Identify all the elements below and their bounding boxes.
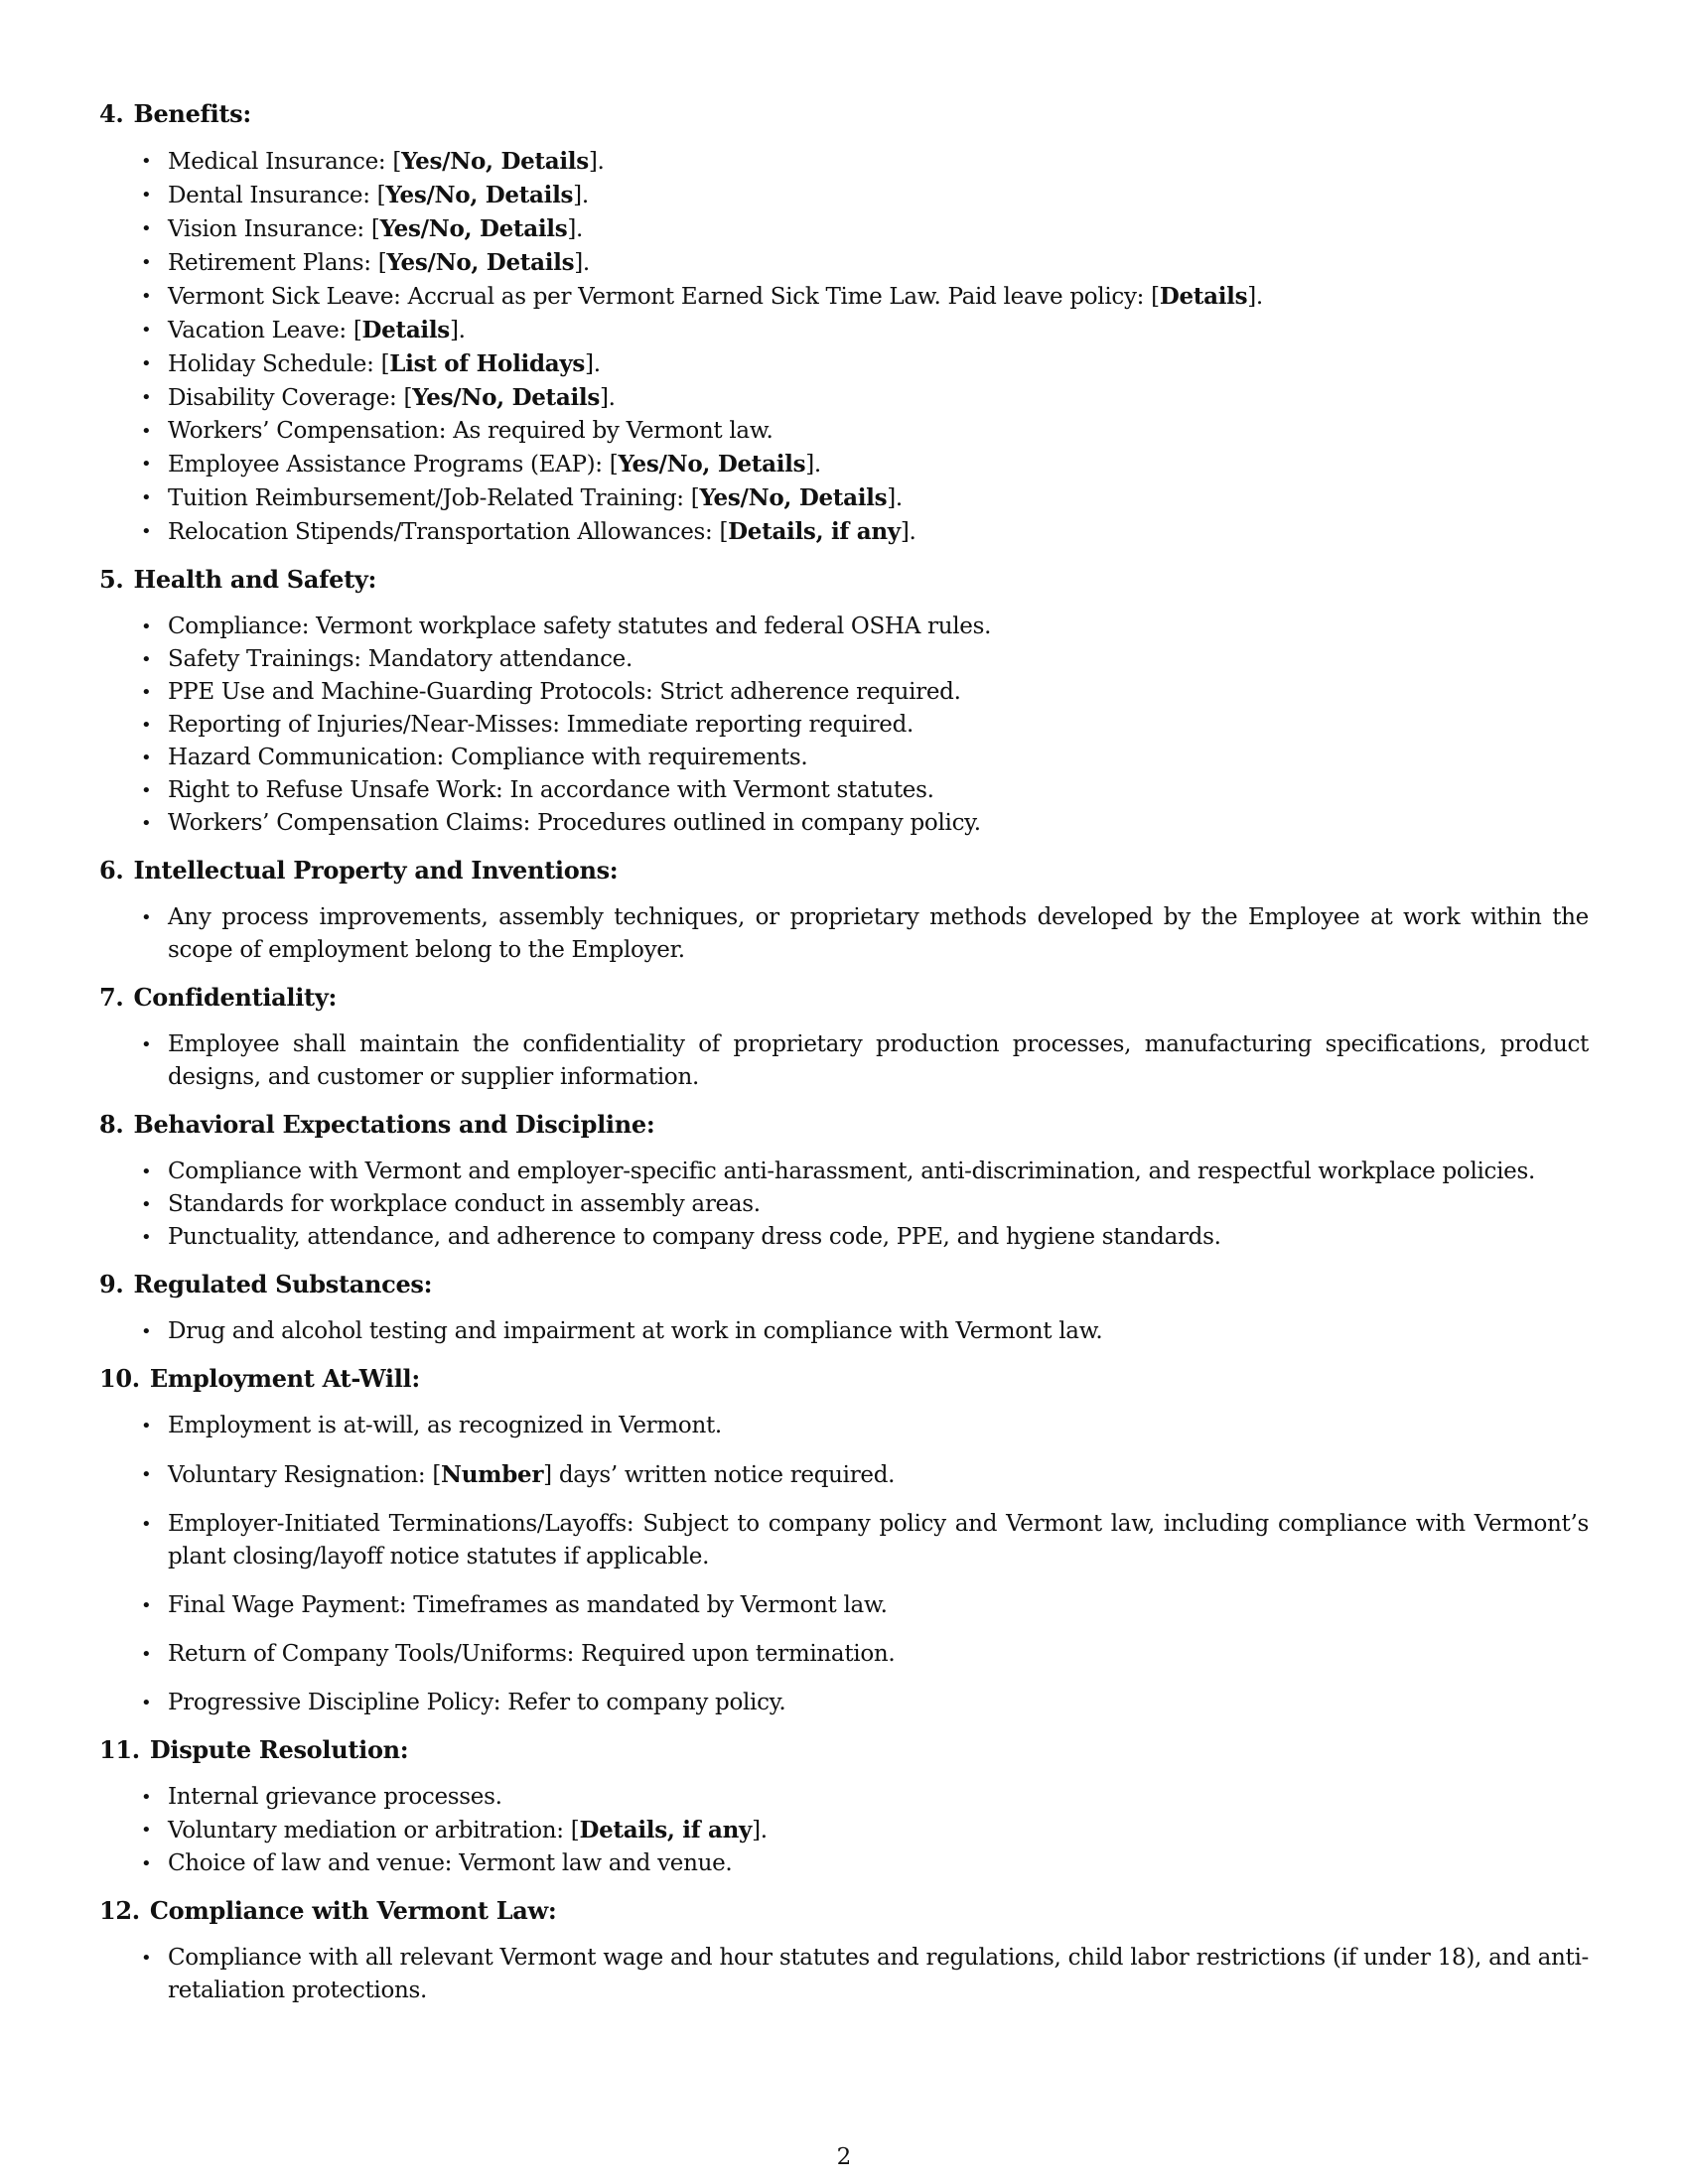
item-text: Final Wage Payment: Timeframes as mandated by Vermont law. [168, 1592, 888, 1618]
item-suffix: ]. [574, 250, 590, 276]
item-suffix: ]. [449, 318, 466, 343]
bullet-icon: • [141, 218, 152, 239]
list-item [99, 774, 1589, 807]
item-placeholder: Details, if any [728, 518, 901, 545]
item-placeholder: Yes/No, Details [401, 148, 589, 175]
list-item [99, 1221, 1589, 1254]
bullet-icon: • [141, 252, 152, 273]
bullet-icon: • [141, 151, 152, 172]
item-text: Internal grievance processes. [168, 1784, 502, 1810]
section-number: 8. [99, 1110, 124, 1139]
list-item [99, 1814, 1589, 1847]
item-suffix: ] days’ written notice required. [543, 1462, 896, 1488]
bullet-icon: • [141, 1321, 152, 1342]
item-text: Compliance with Vermont and employer-specific anti-harassment, anti-discrimination, and respectful workplace policies. [168, 1159, 1536, 1184]
list-item [99, 1028, 1589, 1094]
item-text: Standards for workplace conduct in assembly areas. [168, 1191, 761, 1217]
bullet-icon: • [141, 1820, 152, 1841]
bullet-icon: • [141, 487, 152, 508]
section-heading [99, 1268, 1589, 1300]
item-suffix: ]. [752, 1818, 768, 1843]
item-text: Disability Coverage: [ [168, 385, 413, 411]
item-text: Progressive Discipline Policy: Refer to company policy. [168, 1690, 786, 1715]
section-4 [99, 97, 1589, 549]
bullet-icon: • [141, 286, 152, 307]
bullet-icon: • [141, 1194, 152, 1215]
list-item [99, 1458, 1589, 1492]
item-text: Right to Refuse Unsafe Work: In accordance with Vermont statutes. [168, 777, 934, 803]
bullet-icon: • [141, 1853, 152, 1874]
item-text: Workers’ Compensation Claims: Procedures outlined in company policy. [168, 810, 981, 836]
bullet-icon: • [141, 454, 152, 475]
section-10 [99, 1362, 1589, 1719]
item-text: Dental Insurance: [ [168, 183, 386, 208]
bullet-icon: • [141, 813, 152, 834]
item-placeholder: Yes/No, Details [386, 249, 575, 276]
bullet-icon: • [141, 1416, 152, 1436]
bullet-icon: • [141, 1787, 152, 1808]
item-suffix: ]. [1247, 284, 1263, 310]
bullet-list [99, 1315, 1589, 1348]
section-11 [99, 1733, 1589, 1880]
item-placeholder: Number [441, 1461, 544, 1488]
bullet-icon: • [141, 682, 152, 703]
item-text: Retirement Plans: [ [168, 250, 387, 276]
item-text: Tuition Reimbursement/Job-Related Training: [ [168, 485, 700, 511]
item-suffix: ]. [585, 351, 601, 377]
item-text: Reporting of Injuries/Near-Misses: Immediate reporting required. [168, 712, 914, 738]
section-number: 11. [99, 1735, 140, 1764]
bullet-icon: • [141, 1948, 152, 1969]
item-suffix: ]. [900, 519, 916, 545]
list-item [99, 280, 1589, 314]
item-placeholder: Details, if any [579, 1817, 753, 1843]
bullet-list [99, 611, 1589, 840]
list-item [99, 1508, 1589, 1573]
item-text: Return of Company Tools/Uniforms: Required upon termination. [168, 1641, 896, 1667]
document-body [99, 97, 1589, 2021]
list-item [99, 901, 1589, 967]
item-placeholder: Yes/No, Details [618, 451, 806, 478]
section-number: 4. [99, 99, 124, 128]
page-number: 2 [836, 2144, 852, 2170]
item-text: Choice of law and venue: Vermont law and venue. [168, 1850, 733, 1876]
section-heading [99, 563, 1589, 596]
list-item [99, 1156, 1589, 1188]
bullet-icon: • [141, 387, 152, 408]
bullet-icon: • [141, 1034, 152, 1055]
item-text: Vacation Leave: [ [168, 318, 362, 343]
item-text: Employer-Initiated Terminations/Layoffs: Subject to company policy and Vermont law, including compliance with Vermont’s plant closing/layoff notice statutes if applicable. [168, 1511, 1589, 1570]
section-9 [99, 1268, 1589, 1348]
bullet-icon: • [141, 1644, 152, 1665]
list-item [99, 1687, 1589, 1719]
section-title: Benefits: [133, 99, 251, 128]
list-item [99, 1781, 1589, 1814]
section-heading [99, 1362, 1589, 1395]
item-suffix: ]. [567, 216, 584, 242]
item-suffix: ]. [588, 149, 605, 175]
bullet-icon: • [141, 748, 152, 768]
item-text: Voluntary mediation or arbitration: [ [168, 1818, 580, 1843]
item-text: Voluntary Resignation: [ [168, 1462, 442, 1488]
list-item [99, 1942, 1589, 2007]
item-text: Hazard Communication: Compliance with requirements. [168, 745, 808, 770]
item-text: Medical Insurance: [ [168, 149, 402, 175]
item-suffix: ]. [805, 452, 821, 478]
list-item [99, 381, 1589, 415]
section-7 [99, 981, 1589, 1094]
item-text: Safety Trainings: Mandatory attendance. [168, 646, 633, 672]
section-heading [99, 854, 1589, 887]
list-item [99, 742, 1589, 774]
list-item [99, 481, 1589, 515]
item-suffix: ]. [600, 385, 616, 411]
section-number: 6. [99, 856, 124, 885]
list-item [99, 676, 1589, 709]
item-placeholder: Yes/No, Details [699, 484, 888, 511]
list-item [99, 145, 1589, 179]
section-number: 10. [99, 1364, 140, 1393]
bullet-icon: • [141, 421, 152, 442]
section-12 [99, 1894, 1589, 2007]
bullet-icon: • [141, 353, 152, 374]
item-text: Any process improvements, assembly techniques, or proprietary methods developed by the Employee at work within the scope of employment belong to the Employer. [168, 904, 1589, 963]
section-heading [99, 1733, 1589, 1766]
item-placeholder: Details [361, 317, 450, 343]
item-text: Relocation Stipends/Transportation Allowances: [ [168, 519, 729, 545]
section-6 [99, 854, 1589, 967]
item-text: Compliance with all relevant Vermont wage and hour statutes and regulations, child labor restrictions (if under 18), and anti-retaliation protections. [168, 1945, 1589, 2003]
item-placeholder: Yes/No, Details [385, 182, 574, 208]
section-number: 5. [99, 565, 124, 594]
bullet-icon: • [141, 780, 152, 801]
list-item [99, 212, 1589, 246]
bullet-icon: • [141, 907, 152, 928]
bullet-list [99, 901, 1589, 967]
list-item [99, 179, 1589, 212]
section-title: Confidentiality: [133, 983, 338, 1012]
list-item [99, 515, 1589, 549]
bullet-list [99, 1028, 1589, 1094]
bullet-icon: • [141, 649, 152, 670]
section-number: 12. [99, 1896, 140, 1925]
bullet-icon: • [141, 1227, 152, 1248]
list-item [99, 1410, 1589, 1442]
list-item [99, 807, 1589, 840]
item-text: Employee Assistance Programs (EAP): [ [168, 452, 619, 478]
bullet-icon: • [141, 185, 152, 205]
bullet-list [99, 145, 1589, 549]
list-item [99, 1589, 1589, 1622]
list-item [99, 611, 1589, 643]
bullet-icon: • [141, 1595, 152, 1616]
list-item [99, 246, 1589, 280]
bullet-icon: • [141, 320, 152, 341]
item-placeholder: Yes/No, Details [379, 215, 568, 242]
section-title: Compliance with Vermont Law: [149, 1896, 557, 1925]
bullet-icon: • [141, 521, 152, 542]
item-text: Vermont Sick Leave: Accrual as per Vermont Earned Sick Time Law. Paid leave policy: [ [168, 284, 1160, 310]
item-text: Punctuality, attendance, and adherence to company dress code, PPE, and hygiene standards. [168, 1224, 1221, 1250]
section-title: Regulated Substances: [133, 1270, 433, 1298]
section-title: Employment At-Will: [149, 1364, 420, 1393]
item-placeholder: List of Holidays [389, 350, 586, 377]
item-text: Compliance: Vermont workplace safety statutes and federal OSHA rules. [168, 614, 992, 639]
item-text: Workers’ Compensation: As required by Vermont law. [168, 418, 774, 444]
section-8 [99, 1108, 1589, 1254]
section-title: Intellectual Property and Inventions: [133, 856, 619, 885]
item-suffix: ]. [887, 485, 903, 511]
list-item [99, 1847, 1589, 1880]
list-item [99, 448, 1589, 481]
bullet-icon: • [141, 1464, 152, 1485]
list-item [99, 1638, 1589, 1671]
item-text: Drug and alcohol testing and impairment at work in compliance with Vermont law. [168, 1318, 1103, 1344]
item-text: Employee shall maintain the confidentiality of proprietary production processes, manufacturing specifications, product designs, and customer or supplier information. [168, 1031, 1589, 1090]
item-text: Vision Insurance: [ [168, 216, 380, 242]
list-item [99, 643, 1589, 676]
bullet-list [99, 1781, 1589, 1880]
bullet-list [99, 1410, 1589, 1719]
section-5 [99, 563, 1589, 840]
list-item [99, 1315, 1589, 1348]
bullet-icon: • [141, 715, 152, 736]
section-heading [99, 97, 1589, 130]
item-suffix: ]. [573, 183, 589, 208]
bullet-list [99, 1942, 1589, 2007]
section-title: Health and Safety: [133, 565, 377, 594]
item-placeholder: Yes/No, Details [412, 384, 600, 411]
section-heading [99, 1108, 1589, 1141]
bullet-list [99, 1156, 1589, 1254]
section-title: Dispute Resolution: [149, 1735, 409, 1764]
bullet-icon: • [141, 1693, 152, 1713]
list-item [99, 314, 1589, 347]
item-text: Holiday Schedule: [ [168, 351, 390, 377]
section-heading [99, 1894, 1589, 1927]
item-text: Employment is at-will, as recognized in Vermont. [168, 1413, 722, 1438]
list-item [99, 347, 1589, 381]
section-title: Behavioral Expectations and Discipline: [133, 1110, 655, 1139]
item-placeholder: Details [1159, 283, 1248, 310]
section-number: 7. [99, 983, 124, 1012]
bullet-icon: • [141, 616, 152, 637]
bullet-icon: • [141, 1514, 152, 1535]
item-text: PPE Use and Machine-Guarding Protocols: Strict adherence required. [168, 679, 961, 705]
section-number: 9. [99, 1270, 124, 1298]
list-item [99, 709, 1589, 742]
list-item [99, 415, 1589, 448]
list-item [99, 1188, 1589, 1221]
bullet-icon: • [141, 1161, 152, 1182]
section-heading [99, 981, 1589, 1014]
